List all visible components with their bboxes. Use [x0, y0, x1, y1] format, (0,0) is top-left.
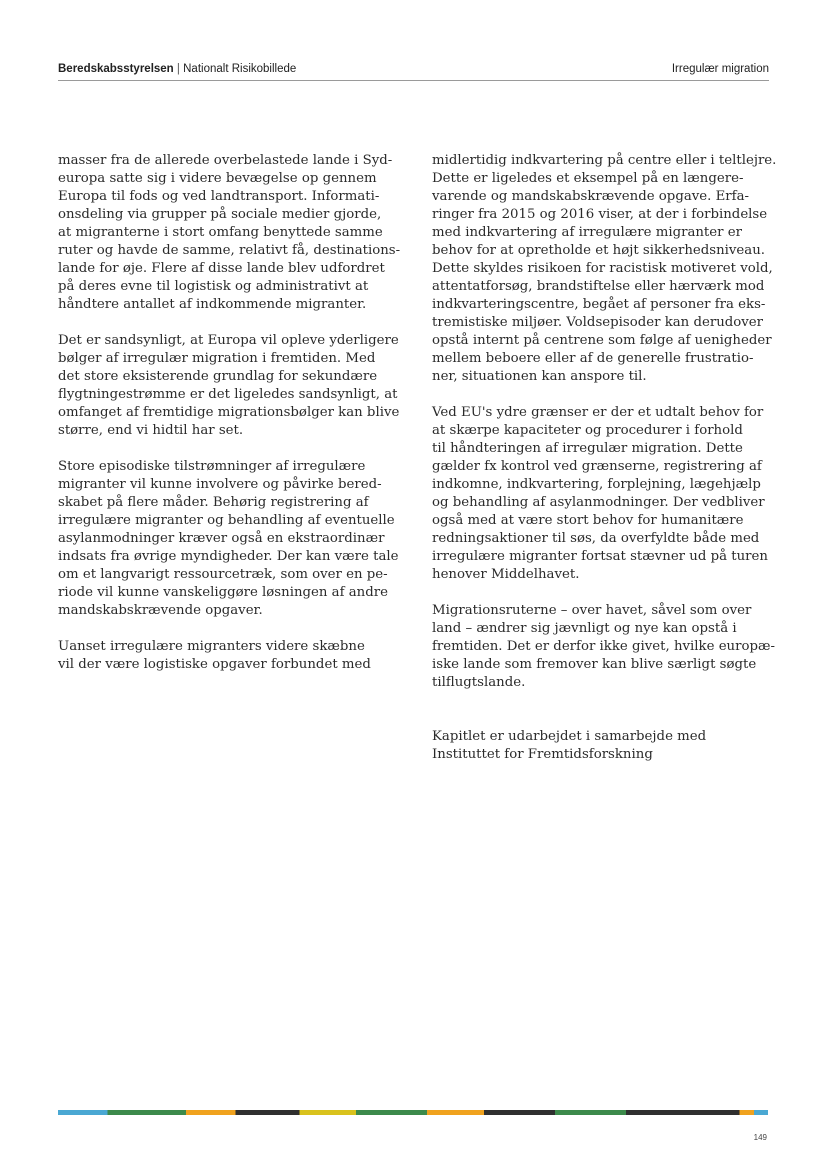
- paragraph: [58, 638, 408, 674]
- text-line: det store eksisterende grundlag for sekundære: [58, 369, 378, 384]
- text-line: med indkvartering af irregulære migranter er: [432, 225, 742, 240]
- text-line: vil der være logistiske opgaver forbundet med: [58, 657, 371, 672]
- text-line: onsdeling via grupper på sociale medier gjorde,: [58, 207, 382, 222]
- text-line: Ved EU's ydre grænser er der et udtalt behov for: [432, 405, 764, 420]
- text-line: Dette er ligeledes et eksempel på en længere-: [432, 171, 744, 186]
- text-line: ringer fra 2015 og 2016 viser, at der i forbindelse: [432, 207, 768, 222]
- text-line: masser fra de allerede overbelastede lande i Syd-: [58, 153, 393, 168]
- text-line: og behandling af asylanmodninger. Der vedbliver: [432, 495, 765, 510]
- left-column: [58, 152, 408, 674]
- text-line: ner, situationen kan anspore til.: [432, 369, 647, 384]
- paragraph: [58, 332, 408, 440]
- text-line: indkomne, indkvartering, forplejning, lægehjælp: [432, 477, 761, 492]
- text-line: Store episodiske tilstrømninger af irregulære: [58, 459, 366, 474]
- text-line: flygtningestrømme er det ligeledes sandsynligt, at: [58, 387, 398, 402]
- text-line: asylanmodninger kræver også en ekstraordinær: [58, 531, 385, 546]
- text-line: Instituttet for Fremtidsforskning: [432, 747, 653, 762]
- text-line: irregulære migranter og behandling af eventuelle: [58, 513, 395, 528]
- paragraph: [432, 152, 782, 386]
- text-line: indkvarteringscentre, begået af personer fra eks-: [432, 297, 766, 312]
- text-line: mandskabskrævende opgaver.: [58, 603, 263, 618]
- header-org: Beredskabsstyrelsen: [58, 63, 174, 75]
- text-line: behov for at opretholde et højt sikkerhedsniveau.: [432, 243, 766, 258]
- header-chapter: Irregulær migration: [671, 63, 769, 75]
- text-line: riode vil kunne vanskeliggøre løsningen af andre: [58, 585, 388, 600]
- right-column: [432, 152, 782, 764]
- text-line: bølger af irregulær migration i fremtiden. Med: [58, 351, 376, 366]
- text-line: Kapitlet er udarbejdet i samarbejde med: [432, 729, 707, 744]
- text-line: større, end vi hidtil har set.: [58, 423, 244, 438]
- text-line: midlertidig indkvartering på centre eller i teltlejre.: [432, 153, 777, 168]
- header-separator: |: [176, 63, 180, 75]
- text-line: migranter vil kunne involvere og påvirke bered-: [58, 477, 382, 492]
- text-line: til håndteringen af irregulær migration. Dette: [432, 441, 743, 456]
- text-line: på deres evne til logistisk og administrativt at: [58, 279, 369, 294]
- text-line: om et langvarigt ressourcetræk, som over en pe-: [58, 567, 388, 582]
- footer-color-bar: [58, 1110, 768, 1115]
- text-line: Europa til fods og ved landtransport. Informati-: [58, 189, 380, 204]
- text-line: opstå internt på centrene som følge af uenigheder: [432, 333, 772, 348]
- text-line: ruter og havde de samme, relativt få, destinations-: [58, 243, 401, 258]
- text-line: også med at være stort behov for humanitære: [432, 513, 744, 528]
- text-line: land – ændrer sig jævnligt og nye kan opstå i: [432, 621, 737, 636]
- text-line: lande for øje. Flere af disse lande blev udfordret: [58, 261, 385, 276]
- text-line: varende og mandskabskrævende opgave. Erfa-: [432, 189, 749, 204]
- text-line: at migranterne i stort omfang benyttede samme: [58, 225, 383, 240]
- text-line: redningsaktioner til søs, da overfyldte både med: [432, 531, 760, 546]
- header-publication: Nationalt Risikobillede: [183, 63, 297, 75]
- header-left: [58, 63, 296, 75]
- paragraph: [58, 458, 408, 620]
- text-line: gælder fx kontrol ved grænserne, registrering af: [432, 459, 762, 474]
- text-line: tilflugtslande.: [432, 675, 526, 690]
- text-line: tremistiske miljøer. Voldsepisoder kan derudover: [432, 315, 764, 330]
- paragraph: [58, 152, 408, 314]
- text-line: attentatforsøg, brandstiftelse eller hærværk mod: [432, 279, 765, 294]
- text-line: Migrationsruterne – over havet, såvel som over: [432, 603, 752, 618]
- running-header: [58, 62, 769, 81]
- text-line: mellem beboere eller af de generelle frustratio-: [432, 351, 754, 366]
- text-line: irregulære migranter fortsat stævner ud på turen: [432, 549, 768, 564]
- paragraph: [432, 602, 782, 692]
- text-line: Uanset irregulære migranters videre skæbne: [58, 639, 365, 654]
- text-line: europa satte sig i videre bevægelse op gennem: [58, 171, 377, 186]
- text-line: henover Middelhavet.: [432, 567, 580, 582]
- paragraph: [432, 404, 782, 584]
- chapter-credit: [432, 728, 782, 764]
- page-number: 149: [753, 1133, 767, 1142]
- text-line: Det er sandsynligt, at Europa vil opleve yderligere: [58, 333, 399, 348]
- text-line: omfanget af fremtidige migrationsbølger kan blive: [58, 405, 400, 420]
- text-line: indsats fra øvrige myndigheder. Der kan være tale: [58, 549, 399, 564]
- text-line: at skærpe kapaciteter og procedurer i forhold: [432, 423, 743, 438]
- text-line: fremtiden. Det er derfor ikke givet, hvilke europæ-: [432, 639, 775, 654]
- text-line: iske lande som fremover kan blive særligt søgte: [432, 657, 757, 672]
- text-line: skabet på flere måder. Behørig registrering af: [58, 495, 369, 510]
- text-line: håndtere antallet af indkommende migranter.: [58, 297, 367, 312]
- text-line: Dette skyldes risikoen for racistisk motiveret vold,: [432, 261, 773, 276]
